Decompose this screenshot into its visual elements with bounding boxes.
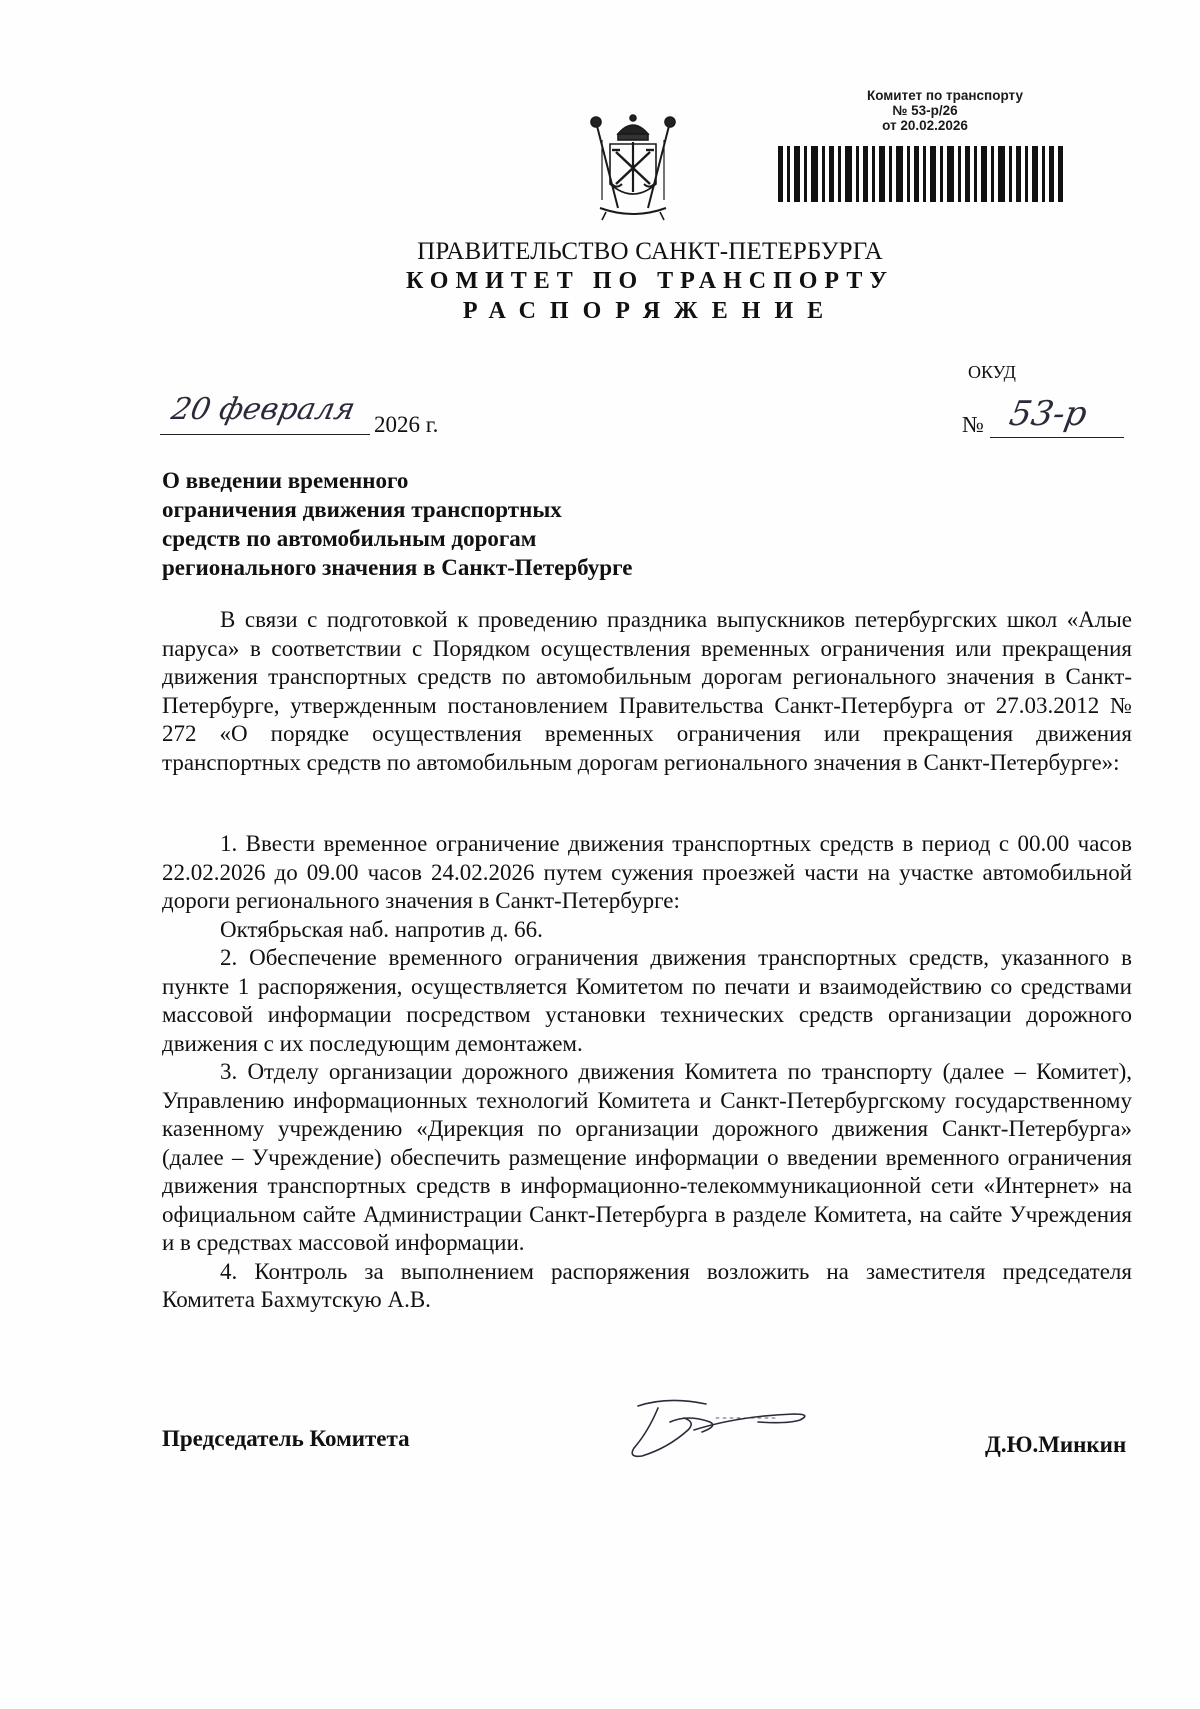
date-year: 2026 г. bbox=[374, 412, 439, 437]
coat-of-arms-icon bbox=[588, 112, 678, 222]
item-1-location: Октябрьская наб. напротив д. 66. bbox=[220, 916, 543, 942]
stamp-committee: Комитет по транспорту bbox=[866, 88, 1023, 103]
item-4: 4. Контроль за выполнением распоряжения возложить на заместителя председателя Комитета Бахмутскую А.В. bbox=[162, 1258, 1132, 1312]
number-underline bbox=[990, 437, 1124, 438]
document-type-heading: РАСПОРЯЖЕНИЕ bbox=[462, 298, 838, 324]
title-line: регионального значения в Санкт-Петербурге bbox=[162, 555, 633, 580]
item-3: 3. Отделу организации дорожного движения Комитета по транспорту (далее – Комитет), Управлению информационных технологий Комитета и Санкт-Петербургскому государственному казенному учреждению «Дирекция по организации дорожного движения Санкт-Петербурга» (далее – Учреждение) обеспечить размещение информации о введении временного ограничения движения транспортных средств в информационно-телекоммуникационной сети «Интернет» на официальном сайте Администрации Санкт-Петербурга в разделе Комитета, на сайте Учреждения и в средствах массовой информации. bbox=[162, 1059, 1132, 1255]
preamble bbox=[162, 606, 1132, 777]
signatory-title: Председатель Комитета bbox=[162, 1426, 410, 1451]
handwritten-date: 20 февраля bbox=[168, 392, 359, 427]
title-line: средств по автомобильным дорогам bbox=[162, 526, 537, 551]
government-heading: ПРАВИТЕЛЬСТВО САНКТ-ПЕТЕРБУРГА bbox=[417, 238, 883, 265]
preamble-paragraph: В связи с подготовкой к проведению праздника выпускников петербургских школ «Алые паруса» в соответствии с Порядком осуществления временных ограничения или прекращения движения транспортных средств по автомобильным дорогам регионального значения в Санкт-Петербурге, утвержденным постановлением Правительства Санкт-Петербурга от 27.03.2012 № 272 «О порядке осуществления временных ограничения или прекращения движения транспортных средств по автомобильным дорогам регионального значения в Санкт-Петербурге»: bbox=[162, 607, 1132, 775]
okud-label: ОКУД bbox=[968, 362, 1016, 382]
number-sign: № bbox=[962, 412, 984, 437]
stamp-number: № 53-р/26 bbox=[892, 103, 958, 118]
registration-stamp bbox=[780, 88, 1070, 133]
stamp-date: от 20.02.2026 bbox=[882, 118, 968, 133]
item-1: 1. Ввести временное ограничение движения транспортных средств в период с 00.00 часов 22.02.2026 до 09.00 часов 24.02.2026 путем сужения проезжей части на участке автомобильной дороги регионального значения в Санкт-Петербурге: bbox=[162, 831, 1132, 913]
handwritten-signature bbox=[598, 1392, 818, 1464]
date-underline bbox=[160, 434, 370, 435]
title-line: О введении временного bbox=[162, 468, 409, 493]
handwritten-number: 53-р bbox=[1006, 394, 1091, 434]
committee-heading: КОМИТЕТ ПО ТРАНСПОРТУ bbox=[406, 268, 894, 294]
signatory-name: Д.Ю.Минкин bbox=[985, 1432, 1127, 1457]
title-line: ограничения движения транспортных bbox=[162, 497, 562, 522]
barcode-icon bbox=[778, 146, 1063, 202]
item-2: 2. Обеспечение временного ограничения движения транспортных средств, указанного в пункте 1 распоряжения, осуществляется Комитетом по печати и взаимодействию со средствами массовой информации посредством установки технических средств организации дорожного движения с их последующим демонтажем. bbox=[162, 945, 1132, 1056]
order-items bbox=[162, 830, 1132, 1315]
document-title bbox=[162, 466, 762, 582]
